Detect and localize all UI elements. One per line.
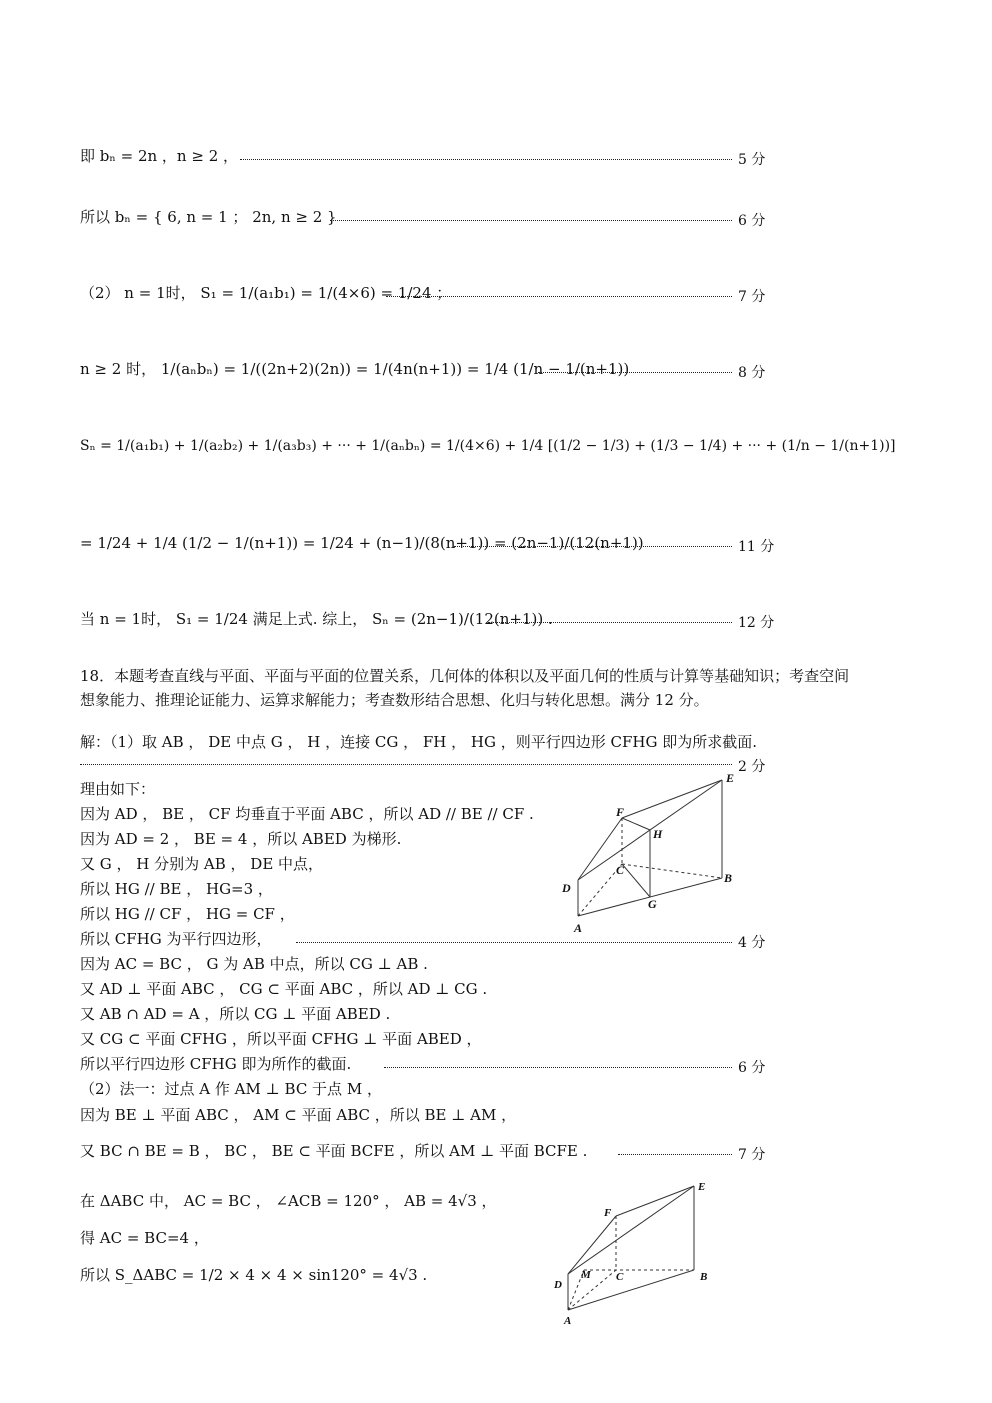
reason-text: 在 ΔABC 中， AC = BC ， ∠ACB = 120° ， AB = 4√3 ， — [80, 1192, 497, 1210]
vertex-label: H — [653, 827, 663, 841]
leader-dots — [454, 546, 732, 547]
reason-text: 因为 AD ， BE ， CF 均垂直于平面 ABC ，所以 AD // BE // CF . — [80, 805, 534, 823]
edge-FE — [622, 780, 722, 818]
leader-dots — [618, 1154, 732, 1155]
reason-text: 理由如下： — [80, 780, 156, 798]
score-label: 7 分 — [738, 289, 766, 305]
leader-dots — [80, 764, 732, 765]
edge-FH — [622, 818, 650, 830]
vertex-label: D — [554, 1279, 562, 1291]
edge-CB — [622, 864, 722, 878]
reason-text: 所以 CFHG 为平行四边形， — [80, 930, 272, 948]
leader-dots — [488, 622, 732, 623]
line-text: n ≥ 2 时， 1/(aₙbₙ) = 1/((2n+2)(2n)) = 1/(4n(n+1)) = 1/4 (1/n − 1/(n+1)) — [80, 360, 630, 378]
line-4 — [0, 358, 992, 388]
reason-text: 所以 S_ΔABC = 1/2 × 4 × 4 × sin120° = 4√3 . — [80, 1266, 428, 1284]
reason-line — [0, 1142, 992, 1172]
reason-text: 所以 HG // CF ， HG = CF ， — [80, 905, 295, 923]
line-5 — [0, 436, 992, 466]
leader-dots — [538, 372, 732, 373]
line-6 — [0, 532, 992, 562]
line-3 — [0, 282, 992, 312]
vertex-label: G — [648, 897, 657, 911]
reason-text: 又 CG ⊂ 平面 CFHG ，所以平面 CFHG ⊥ 平面 ABED ， — [80, 1030, 482, 1048]
leader-dots — [384, 1067, 732, 1068]
reason-text: （2）法一：过点 A 作 AM ⊥ BC 于点 M ， — [80, 1080, 382, 1098]
reason-text: 所以平行四边形 CFHG 即为所作的截面. — [80, 1055, 352, 1073]
line-text: = 1/24 + 1/4 (1/2 − 1/(n+1)) = 1/24 + (n−1)/(8(n+1)) = (2n−1)/(12(n+1)) — [80, 534, 644, 552]
prism-figure-1 — [550, 770, 750, 940]
vertex-label: B — [700, 1271, 708, 1283]
reason-text: 又 AD ⊥ 平面 ABC ， CG ⊂ 平面 ABC ，所以 AD ⊥ CG . — [80, 980, 488, 998]
reason-line — [0, 1266, 992, 1296]
line-text: 即 bₙ = 2n ，n ≥ 2 ， — [80, 147, 239, 165]
edge-AC — [568, 1270, 616, 1310]
score-label: 8 分 — [738, 365, 766, 381]
vertex-label: C — [616, 863, 625, 877]
line-text: （2） n = 1时， S₁ = 1/(a₁b₁) = 1/(4×6) = 1/24 ； — [80, 284, 452, 302]
prism-figure-2 — [548, 1176, 738, 1331]
vertex-label: A — [564, 1315, 572, 1327]
reason-line — [0, 1106, 992, 1136]
score-label: 11 分 — [738, 539, 775, 555]
score-label: 6 分 — [738, 1060, 766, 1076]
reason-line — [0, 1229, 992, 1259]
reason-line — [0, 1192, 992, 1222]
line-1 — [0, 145, 992, 175]
problem-18-intro: 18．本题考查直线与平面、平面与平面的位置关系，几何体的体积以及平面几何的性质与计算等基础知识；考查空间想象能力、推理论证能力、运算求解能力；考查数形结合思想、化归与转化思想。满分 12 分。 — [80, 667, 850, 709]
vertex-label: C — [616, 1271, 624, 1283]
reason-text: 所以 HG // BE ， HG=3 ， — [80, 880, 273, 898]
vertex-label: M — [581, 1269, 591, 1281]
reason-text: 因为 AD = 2 ， BE = 4 ，所以 ABED 为梯形. — [80, 830, 402, 848]
reason-text: 因为 AC = BC ， G 为 AB 中点，所以 CG ⊥ AB . — [80, 955, 428, 973]
line-text: 当 n = 1时， S₁ = 1/24 满足上式. 综上， Sₙ = (2n−1)/(12(n+1)) . — [80, 610, 553, 628]
score-label: 2 分 — [738, 759, 766, 775]
leader-dots — [240, 159, 732, 160]
score-label: 7 分 — [738, 1147, 766, 1163]
reason-text: 又 BC ∩ BE = B ， BC ， BE ⊂ 平面 BCFE ，所以 AM ⊥ 平面 BCFE . — [80, 1142, 588, 1160]
line-text: Sₙ = 1/(a₁b₁) + 1/(a₂b₂) + 1/(a₃b₃) + ··· + 1/(aₙbₙ) = 1/(4×6) + 1/4 [(1/2 − 1/3) + (1/3 − 1/4) + ··· + (1/n − 1/(n+1))] — [80, 438, 896, 454]
edge-FE — [616, 1186, 694, 1216]
score-label: 6 分 — [738, 213, 766, 229]
leader-dots — [386, 296, 732, 297]
score-label: 12 分 — [738, 615, 775, 631]
reason-text: 因为 BE ⊥ 平面 ABC ， AM ⊂ 平面 ABC ，所以 BE ⊥ AM ， — [80, 1106, 517, 1124]
leader-dots — [330, 220, 732, 221]
line-2 — [0, 206, 992, 236]
vertex-label: A — [574, 921, 583, 935]
leader-dots — [296, 942, 732, 943]
edge-DE — [568, 1186, 694, 1274]
vertex-label: F — [604, 1207, 612, 1219]
reason-text: 得 AC = BC=4 ， — [80, 1229, 209, 1247]
vertex-label: E — [698, 1181, 706, 1193]
reason-text: 又 AB ∩ AD = A ，所以 CG ⊥ 平面 ABED . — [80, 1005, 391, 1023]
edge-CG — [622, 864, 650, 897]
vertex-label: F — [616, 805, 625, 819]
line-text: 所以 bₙ = { 6, n = 1 ； 2n, n ≥ 2 } — [80, 208, 337, 226]
score-label: 4 分 — [738, 935, 766, 951]
score-label: 5 分 — [738, 152, 766, 168]
vertex-label: B — [724, 871, 733, 885]
line-7 — [0, 608, 992, 638]
solution-part-1: 解：（1）取 AB ， DE 中点 G ， H ，连接 CG ， FH ， HG ，则平行四边形 CFHG 即为所求截面. — [80, 733, 757, 751]
vertex-label: D — [562, 881, 571, 895]
reason-text: 又 G ， H 分别为 AB ， DE 中点， — [80, 855, 324, 873]
vertex-label: E — [726, 771, 735, 785]
